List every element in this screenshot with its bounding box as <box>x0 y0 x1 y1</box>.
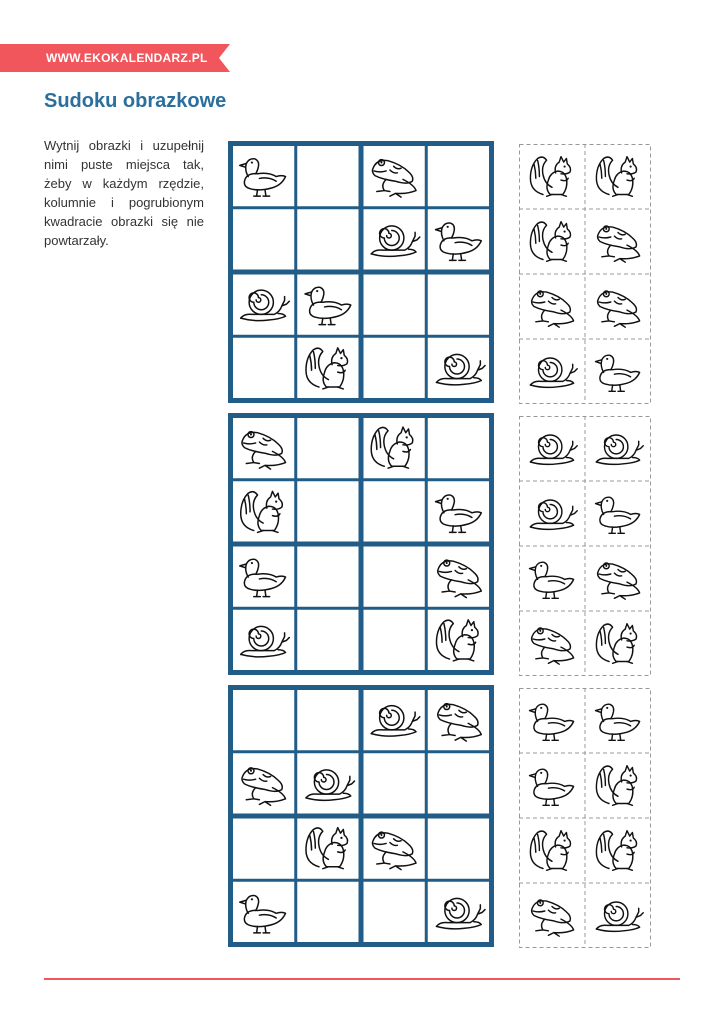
sudoku-grid <box>228 141 494 403</box>
cutout-tile[interactable] <box>521 755 583 816</box>
sudoku-cell[interactable] <box>429 147 488 205</box>
sudoku-cell[interactable] <box>299 883 358 941</box>
sudoku-cell[interactable] <box>364 275 423 333</box>
cutout-tile[interactable] <box>521 548 583 609</box>
cutout-sheet[interactable] <box>519 688 651 948</box>
cutout-tile[interactable] <box>521 690 583 751</box>
cutout-sheet[interactable] <box>519 144 651 404</box>
cutout-tile[interactable] <box>521 276 583 337</box>
sudoku-cell[interactable] <box>299 547 358 605</box>
sudoku-cell <box>234 419 293 477</box>
cutout-tile[interactable] <box>587 690 649 751</box>
sudoku-cell[interactable] <box>299 691 358 749</box>
sudoku-cell[interactable] <box>234 339 293 397</box>
sudoku-cell <box>429 883 488 941</box>
sudoku-cell[interactable] <box>429 755 488 813</box>
sudoku-cell[interactable] <box>364 483 423 541</box>
sudoku-cell[interactable] <box>299 483 358 541</box>
sudoku-cell <box>429 547 488 605</box>
sudoku-cell[interactable] <box>234 819 293 877</box>
sudoku-cell <box>364 147 423 205</box>
sudoku-cell <box>234 611 293 669</box>
cutout-tile[interactable] <box>587 483 649 544</box>
instructions-text: Wytnij obrazki i uzupełnij nimi puste miejsca tak, żeby w każdym rzędzie, kolumnie i pogrubionym kwadracie obrazki się nie powtarzały. <box>44 138 204 248</box>
sudoku-cell[interactable] <box>299 211 358 269</box>
sudoku-cell[interactable] <box>364 755 423 813</box>
cutout-tile[interactable] <box>521 613 583 674</box>
sudoku-cell <box>299 339 358 397</box>
cutout-sheet[interactable] <box>519 416 651 676</box>
cutout-tile[interactable] <box>587 211 649 272</box>
sudoku-cell <box>364 419 423 477</box>
sudoku-grid <box>228 413 494 675</box>
sudoku-cell <box>234 275 293 333</box>
sudoku-cell[interactable] <box>364 883 423 941</box>
sudoku-cell[interactable] <box>429 275 488 333</box>
sudoku-cell[interactable] <box>299 611 358 669</box>
sudoku-cell[interactable] <box>299 147 358 205</box>
sudoku-cell <box>299 819 358 877</box>
sudoku-cell <box>299 755 358 813</box>
sudoku-cell <box>429 691 488 749</box>
sudoku-cell <box>429 339 488 397</box>
sudoku-cell[interactable] <box>364 547 423 605</box>
sudoku-cell <box>234 483 293 541</box>
site-url[interactable]: WWW.EKOKALENDARZ.PL <box>46 51 208 65</box>
sudoku-cell <box>234 755 293 813</box>
footer-line <box>44 978 680 980</box>
sudoku-cell[interactable] <box>364 339 423 397</box>
sudoku-cell[interactable] <box>234 211 293 269</box>
sudoku-cell[interactable] <box>234 691 293 749</box>
cutout-tile[interactable] <box>587 276 649 337</box>
cutout-tile[interactable] <box>587 341 649 402</box>
sudoku-grid <box>228 685 494 947</box>
sudoku-cell <box>364 691 423 749</box>
sudoku-cell[interactable] <box>429 419 488 477</box>
cutout-tile[interactable] <box>521 885 583 946</box>
cutout-tile[interactable] <box>587 548 649 609</box>
page-title: Sudoku obrazkowe <box>44 90 227 112</box>
sudoku-cell <box>364 819 423 877</box>
sudoku-cell[interactable] <box>364 611 423 669</box>
sudoku-cell[interactable] <box>429 819 488 877</box>
sudoku-cell <box>429 611 488 669</box>
sudoku-cell <box>364 211 423 269</box>
sudoku-cell[interactable] <box>299 419 358 477</box>
